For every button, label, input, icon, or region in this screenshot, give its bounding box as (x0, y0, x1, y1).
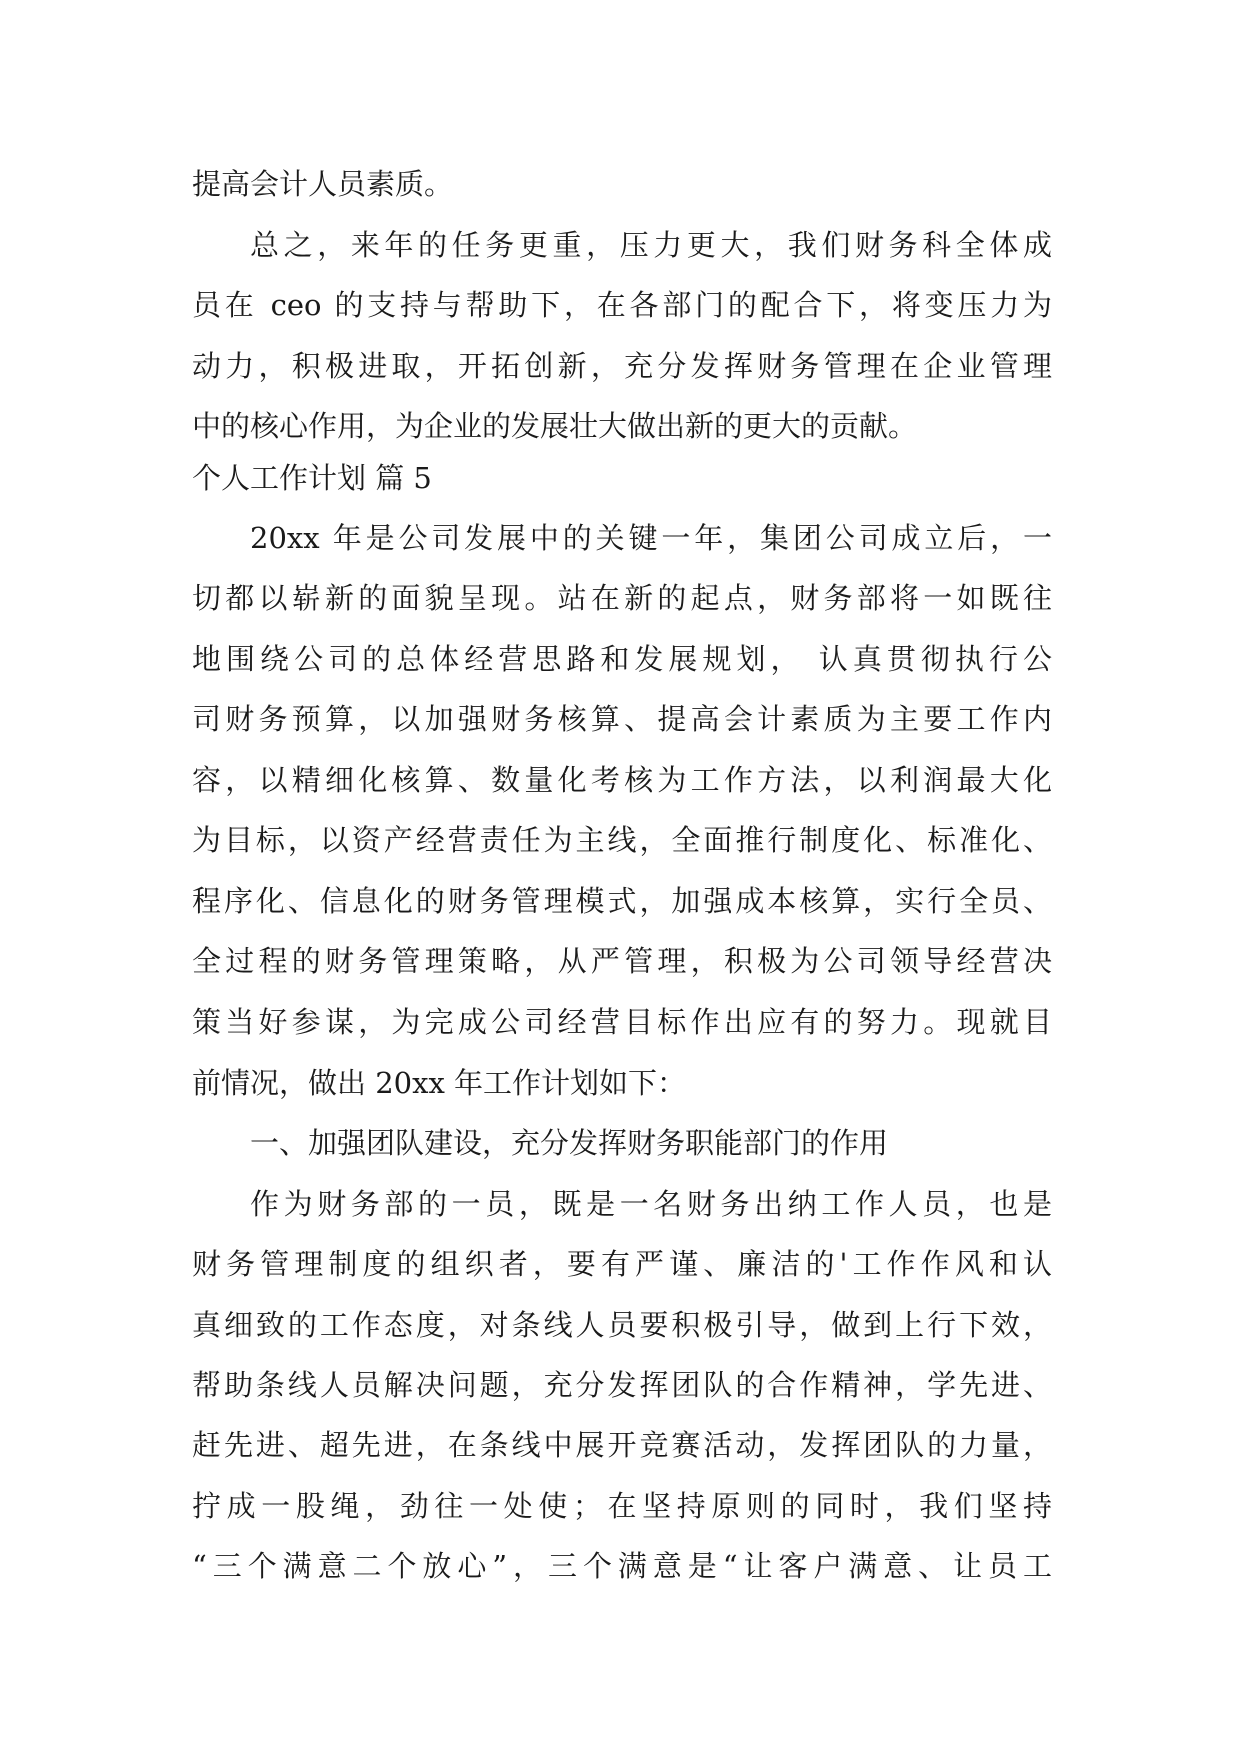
paragraph-line: 动力，积极进取，开拓创新，充分发挥财务管理在企业管理 (192, 349, 1052, 383)
section-heading: 个人工作计划 篇 5 (192, 461, 432, 495)
paragraph-line: 程序化、信息化的财务管理模式，加强成本核算，实行全员、 (192, 884, 1052, 918)
paragraph-line: 总之，来年的任务更重，压力更大，我们财务科全体成 (250, 228, 1052, 262)
paragraph-line: 策当好参谋，为完成公司经营目标作出应有的努力。现就目 (192, 1005, 1052, 1039)
paragraph-line: 提高会计人员素质。 (192, 167, 454, 201)
paragraph-line: 切都以崭新的面貌呈现。站在新的起点，财务部将一如既往 (192, 581, 1052, 615)
paragraph-line: 作为财务部的一员，既是一名财务出纳工作人员，也是 (250, 1187, 1052, 1221)
paragraph-line: 地围绕公司的总体经营思路和发展规划， 认真贯彻执行公 (192, 642, 1052, 676)
paragraph-line: 20xx 年是公司发展中的关键一年，集团公司成立后，一 (250, 521, 1052, 555)
paragraph-line: 财务管理制度的组织者，要有严谨、廉洁的'工作作风和认 (192, 1247, 1052, 1281)
paragraph-line: 前情况，做出 20xx 年工作计划如下： (192, 1066, 687, 1100)
paragraph-line: 赶先进、超先进，在条线中展开竞赛活动，发挥团队的力量， (192, 1428, 1052, 1462)
paragraph-line: 司财务预算，以加强财务核算、提高会计素质为主要工作内 (192, 702, 1052, 736)
paragraph-line: 为目标，以资产经营责任为主线，全面推行制度化、标准化、 (192, 823, 1052, 857)
paragraph-line: 真细致的工作态度，对条线人员要积极引导，做到上行下效， (192, 1308, 1052, 1342)
paragraph-line: 员在 ceo 的支持与帮助下，在各部门的配合下，将变压力为 (192, 288, 1052, 322)
paragraph-line: 容，以精细化核算、数量化考核为工作方法，以利润最大化 (192, 763, 1052, 797)
subsection-heading: 一、加强团队建设，充分发挥财务职能部门的作用 (250, 1126, 889, 1160)
paragraph-line: 中的核心作用，为企业的发展壮大做出新的更大的贡献。 (192, 409, 918, 443)
paragraph-line: 全过程的财务管理策略，从严管理，积极为公司领导经营决 (192, 944, 1052, 978)
paragraph-line: 拧成一股绳，劲往一处使；在坚持原则的同时，我们坚持 (192, 1489, 1052, 1523)
paragraph-line: “三个满意二个放心”，三个满意是“让客户满意、让员工 (192, 1549, 1052, 1583)
paragraph-line: 帮助条线人员解决问题，充分发挥团队的合作精神，学先进、 (192, 1368, 1052, 1402)
